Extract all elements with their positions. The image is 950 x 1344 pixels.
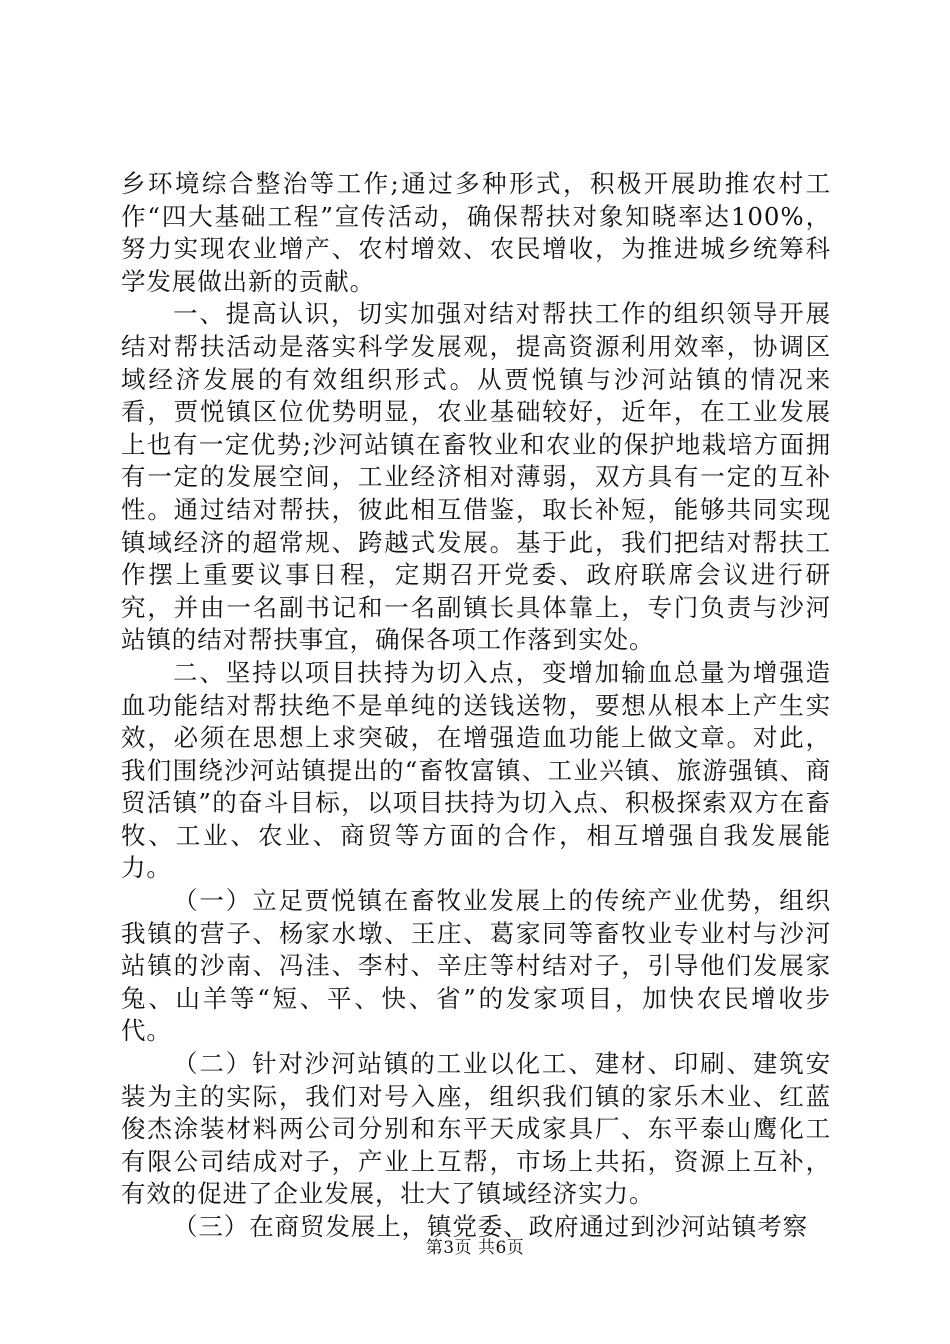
paragraph-section-two: 二、坚持以项目扶持为切入点，变增加输血总量为增强造血功能结对帮扶绝不是单纯的送钱送物，要想从根本上产生实效，必须在思想上求突破，在增强造血功能上做文章。对此，我们围绕沙河站镇提出的“畜牧富镇、工业兴镇、旅游强镇、商贸活镇”的奋斗目标，以项目扶持为切入点、积极探索双方在畜牧、工业、农业、商贸等方面的合作，相互增强自我发展能力。 [121,657,831,883]
paragraph-item-one: （一）立足贾悦镇在畜牧业发展上的传统产业优势，组织我镇的营子、杨家水墩、王庄、葛家同等畜牧业专业村与沙河站镇的沙南、冯洼、李村、辛庄等村结对子，引导他们发展家兔、山羊等“短、平、快、省”的发家项目，加快农民增收步代。 [121,886,831,1046]
paragraph-section-one: 一、提高认识，切实加强对结对帮扶工作的组织领导开展结对帮扶活动是落实科学发展观，提高资源利用效率，协调区域经济发展的有效组织形式。从贾悦镇与沙河站镇的情况来看，贾悦镇区位优势明显，农业基础较好，近年，在工业发展上也有一定优势;沙河站镇在畜牧业和农业的保护地栽培方面拥有一定的发展空间，工业经济相对薄弱，双方具有一定的互补性。通过结对帮扶，彼此相互借鉴，取长补短，能够共同实现镇域经济的超常规、跨越式发展。基于此，我们把结对帮扶工作摆上重要议事日程，定期召开党委、政府联席会议进行研究，并由一名副书记和一名副镇长具体靠上，专门负责与沙河站镇的结对帮扶事宜，确保各项工作落到实处。 [121,299,831,655]
page-number-footer: 第3页 共6页 [425,1238,525,1258]
document-body [121,168,831,1244]
paragraph-item-two: （二）针对沙河站镇的工业以化工、建材、印刷、建筑安装为主的实际，我们对号入座，组织我们镇的家乐木业、红蓝俊杰涂装材料两公司分别和东平天成家具厂、东平泰山鹰化工有限公司结成对子，产业上互帮，市场上共拓，资源上互补，有效的促进了企业发展，壮大了镇域经济实力。 [121,1049,831,1209]
paragraph-continuation: 乡环境综合整治等工作;通过多种形式，积极开展助推农村工作“四大基础工程”宣传活动，确保帮扶对象知晓率达100%，努力实现农业增产、农村增效、农民增收，为推进城乡统筹科学发展做出新的贡献。 [121,169,831,296]
paragraph-item-three: （三）在商贸发展上，镇党委、政府通过到沙河站镇考察 [173,1212,808,1241]
